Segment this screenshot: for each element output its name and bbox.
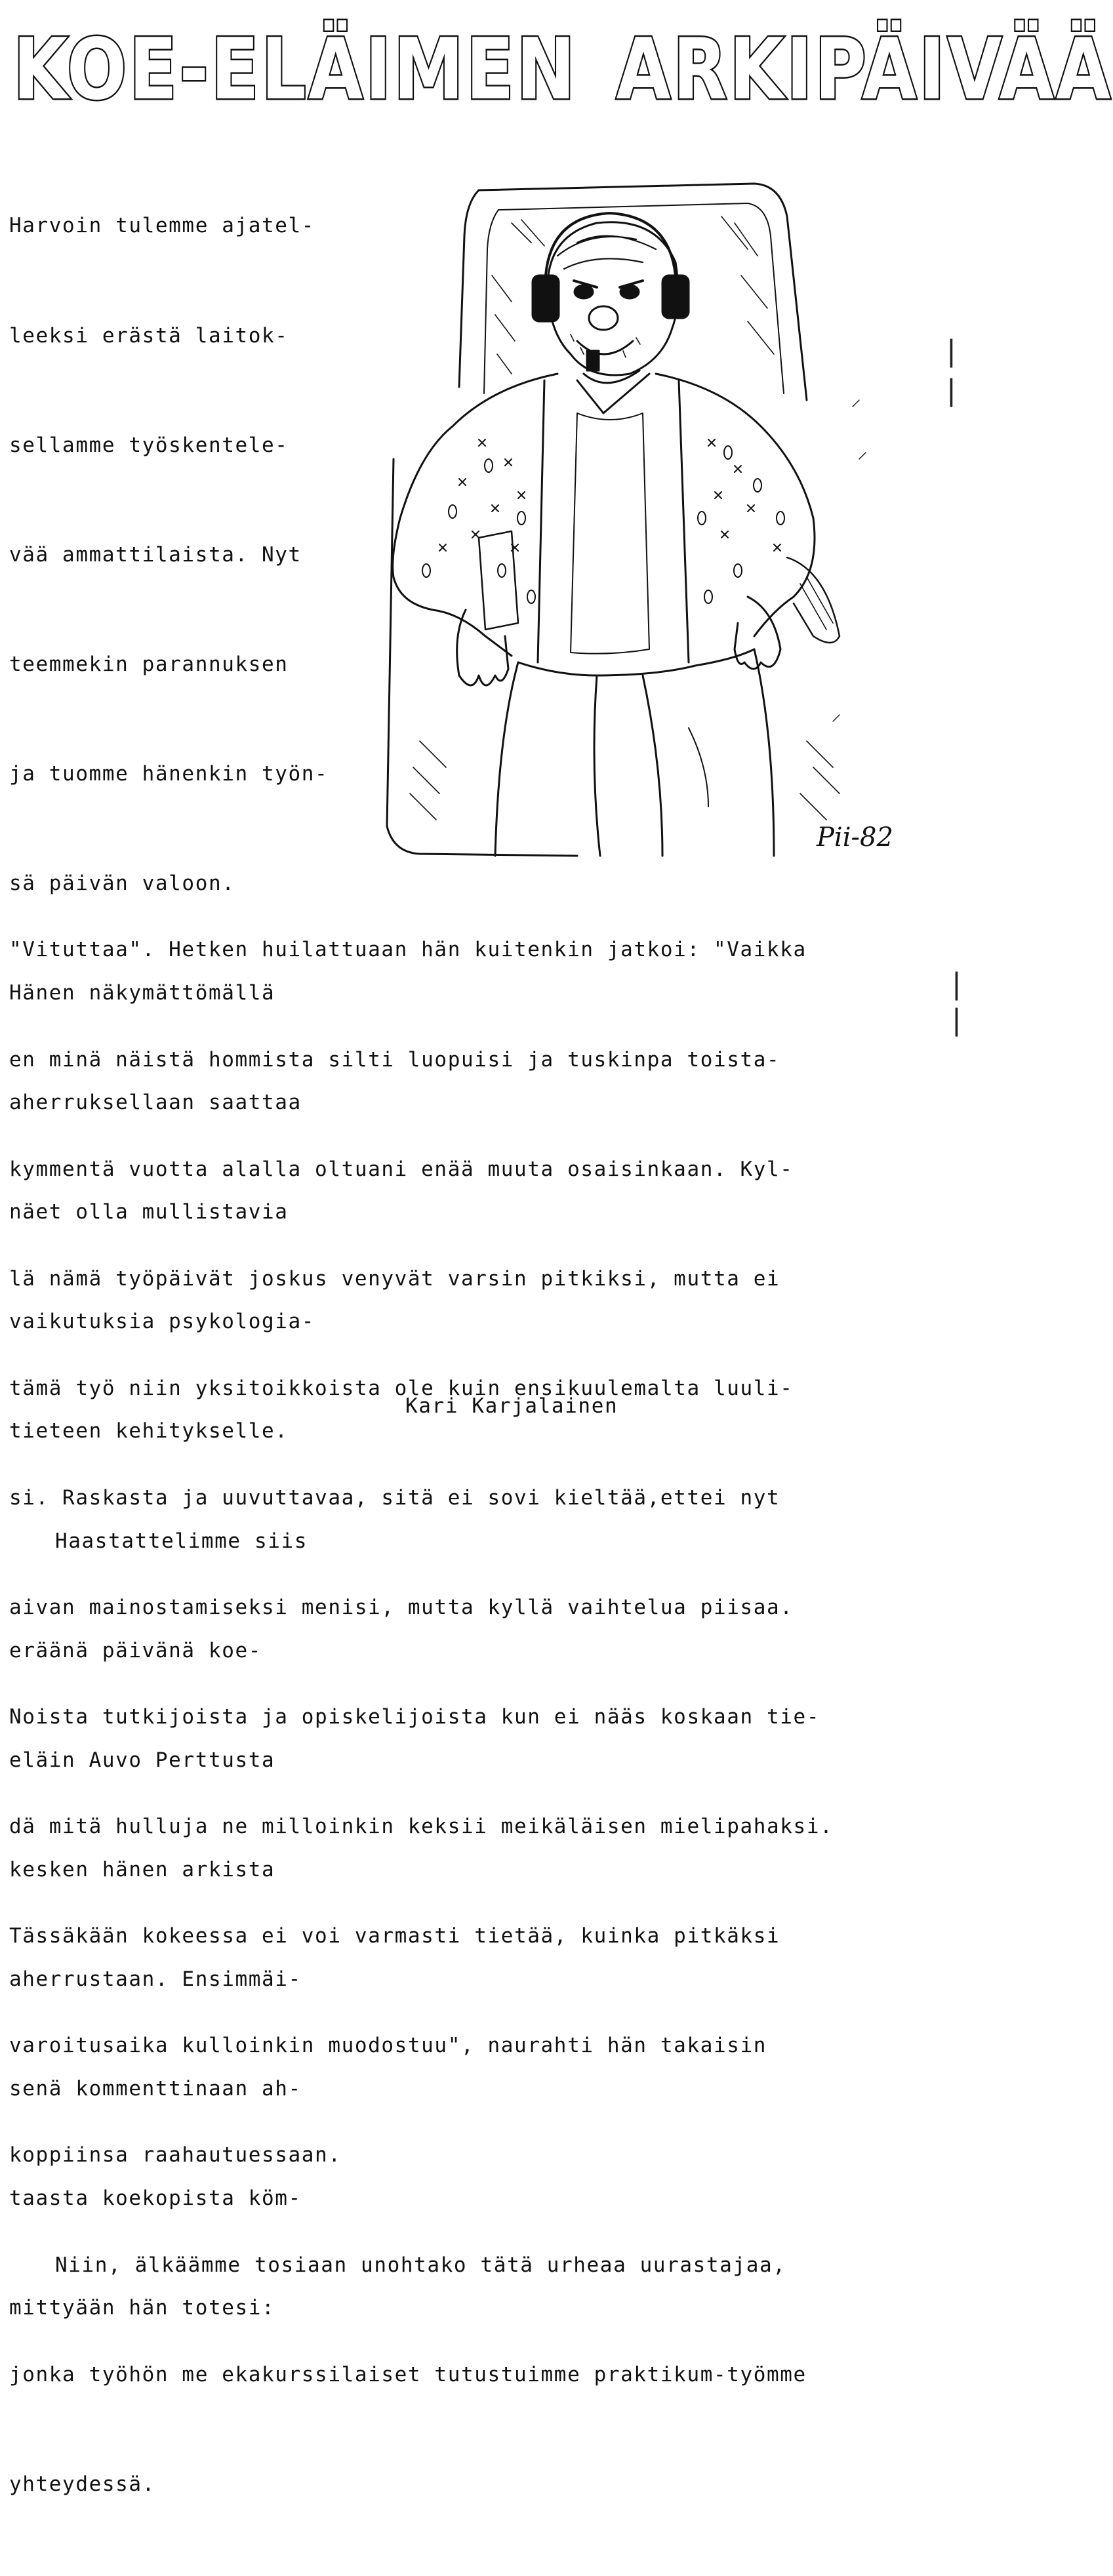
lab-animal-illustration xyxy=(380,177,892,859)
full-width-text xyxy=(9,859,833,2576)
text-line: tieteen kehitykselle. xyxy=(9,1419,289,1443)
text-line: "Vituttaa". Hetken huilattuaan hän kuitenkin jatkoi: "Vaikka xyxy=(9,938,807,962)
text-line: aivan mainostamiseksi menisi, mutta kyllä vaihtelua piisaa. xyxy=(9,1595,794,1619)
text-line: senä kommenttinaan ah- xyxy=(9,2077,302,2101)
text-line: tämä työ niin yksitoikkoista ole kuin ensikuulemalta luuli- xyxy=(9,1376,794,1400)
text-line: si. Raskasta ja uuvuttavaa, sitä ei sovi kieltää,ettei nyt xyxy=(9,1485,780,1510)
article-title xyxy=(13,14,1113,126)
text-line: Niin, älkäämme tosiaan unohtako tätä urheaa uurastajaa, xyxy=(55,2253,786,2277)
text-line: en minä näistä hommista silti luopuisi ja tuskinpa toista- xyxy=(9,1047,780,1072)
binder-hole-mark: ❘ xyxy=(939,334,963,368)
text-line: Haastattelimme siis xyxy=(55,1529,308,1553)
text-line: näet olla mullistavia xyxy=(9,1200,289,1224)
text-line: aherrustaan. Ensimmäi- xyxy=(9,1967,302,1991)
text-line: eläin Auvo Perttusta xyxy=(9,1748,275,1772)
text-line: taasta koekopista köm- xyxy=(9,2186,302,2211)
text-line: dä mitä hulluja ne milloinkin keksii meikäläisen mielipahaksi. xyxy=(9,1815,834,1839)
text-line: Tässäkään kokeessa ei voi varmasti tietää, kuinka pitkäksi xyxy=(9,1924,780,1948)
binder-hole-mark: ❘ xyxy=(939,374,963,407)
text-line: ja tuomme hänenkin työn- xyxy=(9,761,329,786)
text-line: lä nämä työpäivät joskus venyvät varsin pitkiksi, mutta ei xyxy=(9,1266,780,1291)
author-name: Kari Karjalainen xyxy=(405,1394,618,1418)
text-line: Harvoin tulemme ajatel- xyxy=(9,214,315,238)
text-line: kesken hänen arkista xyxy=(9,1857,275,1882)
text-line: sellamme työskentele- xyxy=(9,433,289,457)
text-line: teemmekin parannuksen xyxy=(9,652,289,676)
text-line: Hänen näkymättömällä xyxy=(9,981,275,1005)
text-line: mittyään hän totesi: xyxy=(9,2296,275,2320)
text-line: vaikutuksia psykologia- xyxy=(9,1310,315,1334)
title-word-1: KOE-ELÄIMEN xyxy=(13,21,578,119)
text-line: vää ammattilaista. Nyt xyxy=(9,542,302,567)
text-line: sä päivän valoon. xyxy=(9,871,235,895)
text-line: varoitusaika kulloinkin muodostuu", naurahti hän takaisin xyxy=(9,2034,767,2058)
text-line: yhteydessä. xyxy=(9,2472,155,2496)
text-line: kymmentä vuotta alalla oltuani enää muuta osaisinkaan. Kyl- xyxy=(9,1157,794,1181)
illustration-signature: Pii-82 xyxy=(817,822,893,853)
text-line: Noista tutkijoista ja opiskelijoista kun ei nääs koskaan tie- xyxy=(9,1705,820,1729)
text-line: aherruksellaan saattaa xyxy=(9,1091,302,1115)
title-word-2: ARKIPÄIVÄÄ xyxy=(616,21,1113,119)
text-line: leeksi erästä laitok- xyxy=(9,323,289,348)
binder-hole-mark: ❘ xyxy=(944,1003,969,1037)
text-line: jonka työhön me ekakurssilaiset tutustuimme praktikum-työmme xyxy=(9,2362,807,2386)
text-line: eräänä päivänä koe- xyxy=(9,1638,262,1662)
text-line: koppiinsa raahautuessaan. xyxy=(9,2143,342,2167)
binder-hole-mark: ❘ xyxy=(944,967,969,1001)
